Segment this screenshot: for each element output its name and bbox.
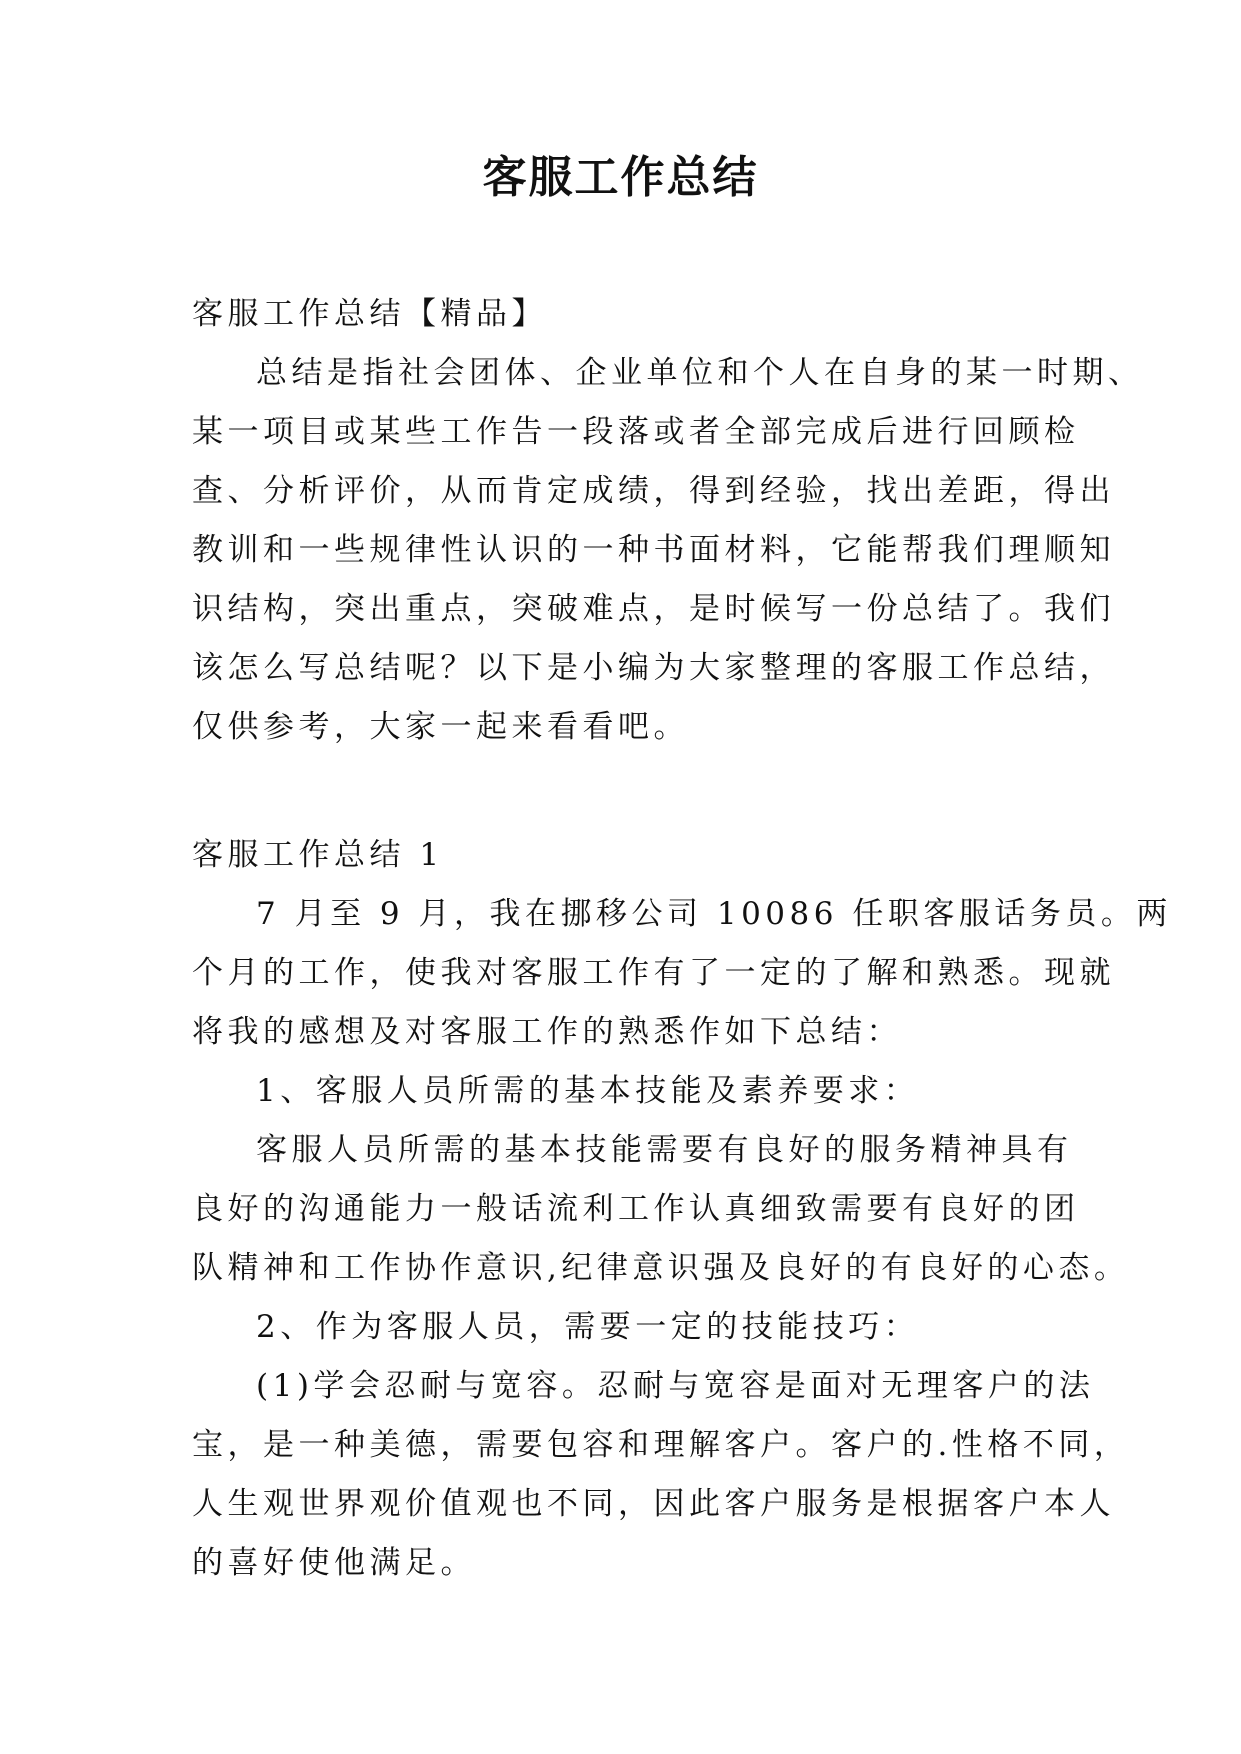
document-body (192, 285, 1172, 1593)
intro-paragraph-line: 该怎么写总结呢？以下是小编为大家整理的客服工作总结， (192, 650, 1115, 686)
intro-paragraph-line: 总结是指社会团体、企业单位和个人在自身的某一时期、 (256, 355, 1144, 391)
section-paragraph-line: 宝，是一种美德，需要包容和理解客户。客户的.性格不同， (192, 1427, 1130, 1463)
section-paragraph-line: 良好的沟通能力一般话流利工作认真细致需要有良好的团 (192, 1191, 1080, 1227)
intro-paragraph-line: 仅供参考，大家一起来看看吧。 (192, 709, 689, 745)
intro-paragraph-line: 某一项目或某些工作告一段落或者全部完成后进行回顾检 (192, 414, 1080, 450)
subheading-techniques: 2、作为客服人员，需要一定的技能技巧： (256, 1309, 920, 1345)
section-paragraph-line: 将我的感想及对客服工作的熟悉作如下总结： (192, 1014, 902, 1050)
section-paragraph-line: 人生观世界观价值观也不同，因此客户服务是根据客户本人 (192, 1486, 1115, 1522)
intro-paragraph-line: 识结构，突出重点，突破难点，是时候写一份总结了。我们 (192, 591, 1115, 627)
section-paragraph-line: (1)学会忍耐与宽容。忍耐与宽容是面对无理客户的法 (256, 1368, 1095, 1404)
section-heading: 客服工作总结 1 (192, 837, 444, 873)
section-paragraph-line: 7 月至 9 月，我在挪移公司 10086 任职客服话务员。两 (256, 896, 1172, 932)
paragraph-gap (192, 757, 1054, 826)
intro-paragraph-line: 查、分析评价，从而肯定成绩，得到经验，找出差距，得出 (192, 473, 1115, 509)
intro-paragraph-line: 教训和一些规律性认识的一种书面材料，它能帮我们理顺知 (192, 532, 1115, 568)
page-title: 客服工作总结 (482, 152, 759, 203)
section-paragraph-line: 的喜好使他满足。 (192, 1545, 476, 1581)
section-paragraph-line: 客服人员所需的基本技能需要有良好的服务精神具有 (256, 1132, 1073, 1168)
intro-heading: 客服工作总结【精品】 (192, 296, 547, 332)
section-paragraph-line: 队精神和工作协作意识,纪律意识强及良好的有良好的心态。 (192, 1250, 1130, 1286)
section-paragraph-line: 个月的工作，使我对客服工作有了一定的了解和熟悉。现就 (192, 955, 1115, 991)
subheading-skills: 1、客服人员所需的基本技能及素养要求： (256, 1073, 920, 1109)
